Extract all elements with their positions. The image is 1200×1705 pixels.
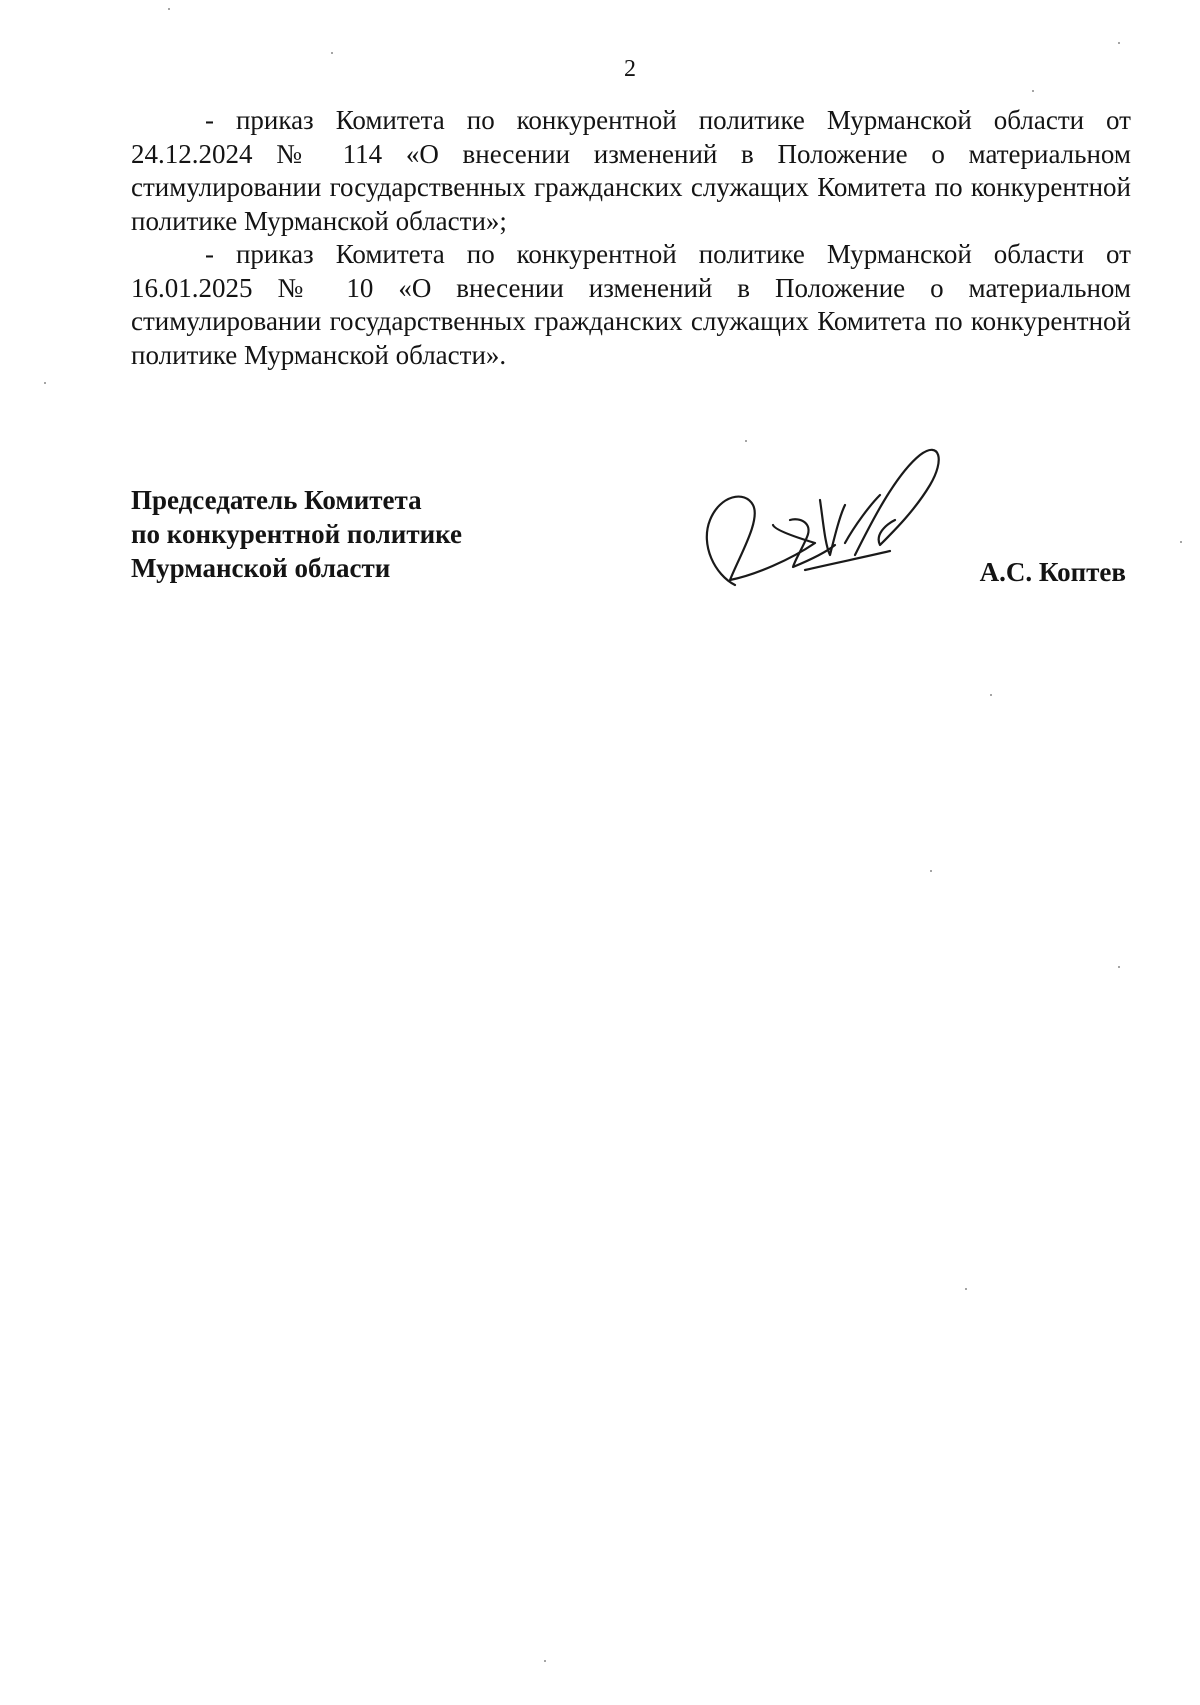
scan-speck xyxy=(168,8,170,10)
signatory-position xyxy=(131,483,462,585)
scan-speck xyxy=(44,382,46,384)
position-line: Председатель Комитета xyxy=(131,485,422,515)
scan-speck xyxy=(1118,966,1120,968)
order-item-2: - приказ Комитета по конкурентной политике Мурманской области от 16.01.2025 № 10 «О внесении изменений в Положение о материальном стимулировании государственных гражданских служащих Комитета по конкурентной политике Мурманской области». xyxy=(131,239,1131,370)
scan-speck xyxy=(965,1288,967,1290)
scan-speck xyxy=(1118,42,1120,44)
position-line: по конкурентной политике xyxy=(131,519,463,549)
scan-speck xyxy=(544,1660,546,1662)
page-number: 2 xyxy=(624,56,636,82)
scan-speck xyxy=(331,52,333,54)
scan-speck xyxy=(990,694,992,696)
signatory-name: А.С. Коптев xyxy=(979,557,1126,587)
position-line: Мурманской области xyxy=(131,553,391,583)
order-item-1: - приказ Комитета по конкурентной политике Мурманской области от 24.12.2024 № 114 «О внесении изменений в Положение о материальном стимулировании государственных гражданских служащих Комитета по конкурентной политике Мурманской области»; xyxy=(131,105,1131,236)
document-body xyxy=(131,104,1131,372)
handwritten-signature xyxy=(695,425,955,595)
scan-speck xyxy=(930,870,932,872)
scan-speck xyxy=(745,440,747,442)
scan-speck xyxy=(1180,541,1182,543)
scan-speck xyxy=(1032,90,1034,92)
